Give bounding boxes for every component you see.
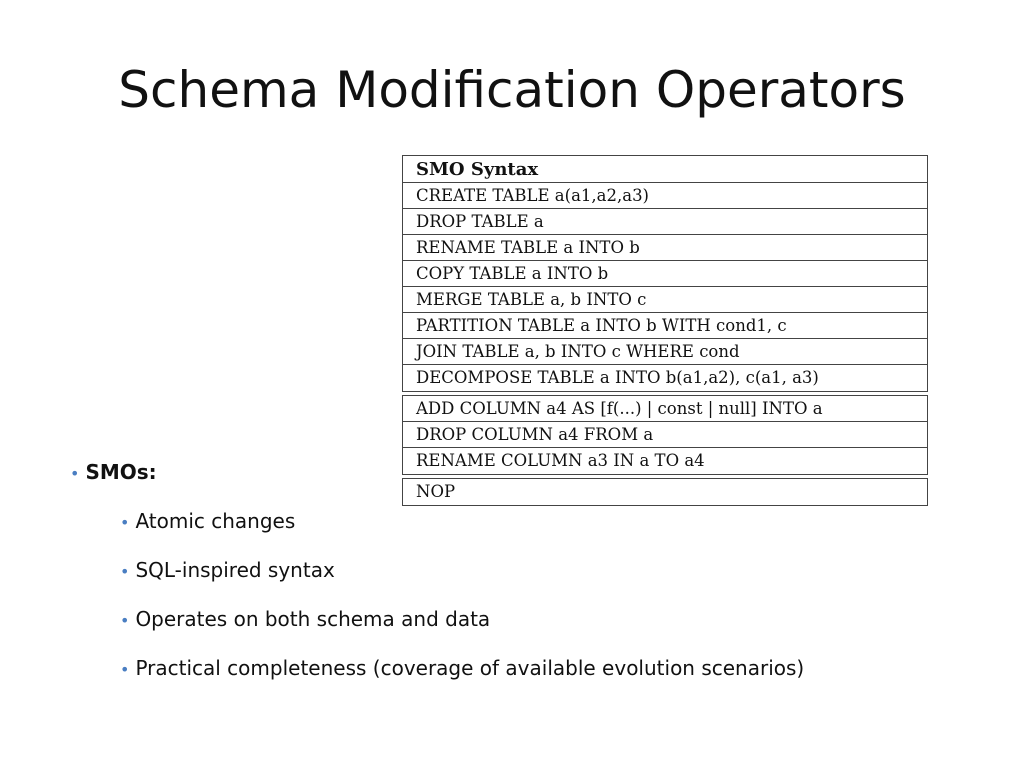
table-row: JOIN TABLE a, b INTO c WHERE cond (403, 339, 927, 365)
slide-title: Schema Modification Operators (118, 61, 906, 119)
bullet-sub-item (70, 651, 970, 685)
bullet-dot-icon: • (120, 611, 130, 630)
bullet-dot-icon: • (70, 464, 80, 483)
bullet-sub-item (70, 602, 970, 636)
bullet-sub-label: Atomic changes (135, 509, 296, 533)
table-row: PARTITION TABLE a INTO b WITH cond1, c (403, 313, 927, 339)
table-row: ADD COLUMN a4 AS [f(...) | const | null] INTO a (403, 396, 927, 422)
bullet-dot-icon: • (120, 513, 130, 532)
table-ops-group (402, 155, 928, 392)
table-header: SMO Syntax (403, 156, 927, 183)
table-row: CREATE TABLE a(a1,a2,a3) (403, 183, 927, 209)
table-row: COPY TABLE a INTO b (403, 261, 927, 287)
bullet-sub-label: SQL-inspired syntax (135, 558, 335, 582)
bullet-sub-label: Operates on both schema and data (135, 607, 491, 631)
bullet-sub-label: Practical completeness (coverage of available evolution scenarios) (135, 656, 805, 680)
bullet-sub-item (70, 553, 970, 587)
bullet-main (70, 455, 970, 489)
bullet-dot-icon: • (120, 562, 130, 581)
bullet-main-label: SMOs: (85, 460, 157, 484)
table-row: DROP COLUMN a4 FROM a (403, 422, 927, 448)
bullet-list (70, 455, 970, 685)
table-row: DECOMPOSE TABLE a INTO b(a1,a2), c(a1, a3) (416, 368, 819, 387)
table-row: MERGE TABLE a, b INTO c (403, 287, 927, 313)
table-row: RENAME COLUMN a3 IN a TO a4 (416, 451, 705, 470)
bullet-sub-item (70, 504, 970, 538)
table-row: DROP TABLE a (403, 209, 927, 235)
table-row: RENAME TABLE a INTO b (403, 235, 927, 261)
table-row: NOP (416, 482, 456, 501)
bullet-dot-icon: • (120, 660, 130, 679)
